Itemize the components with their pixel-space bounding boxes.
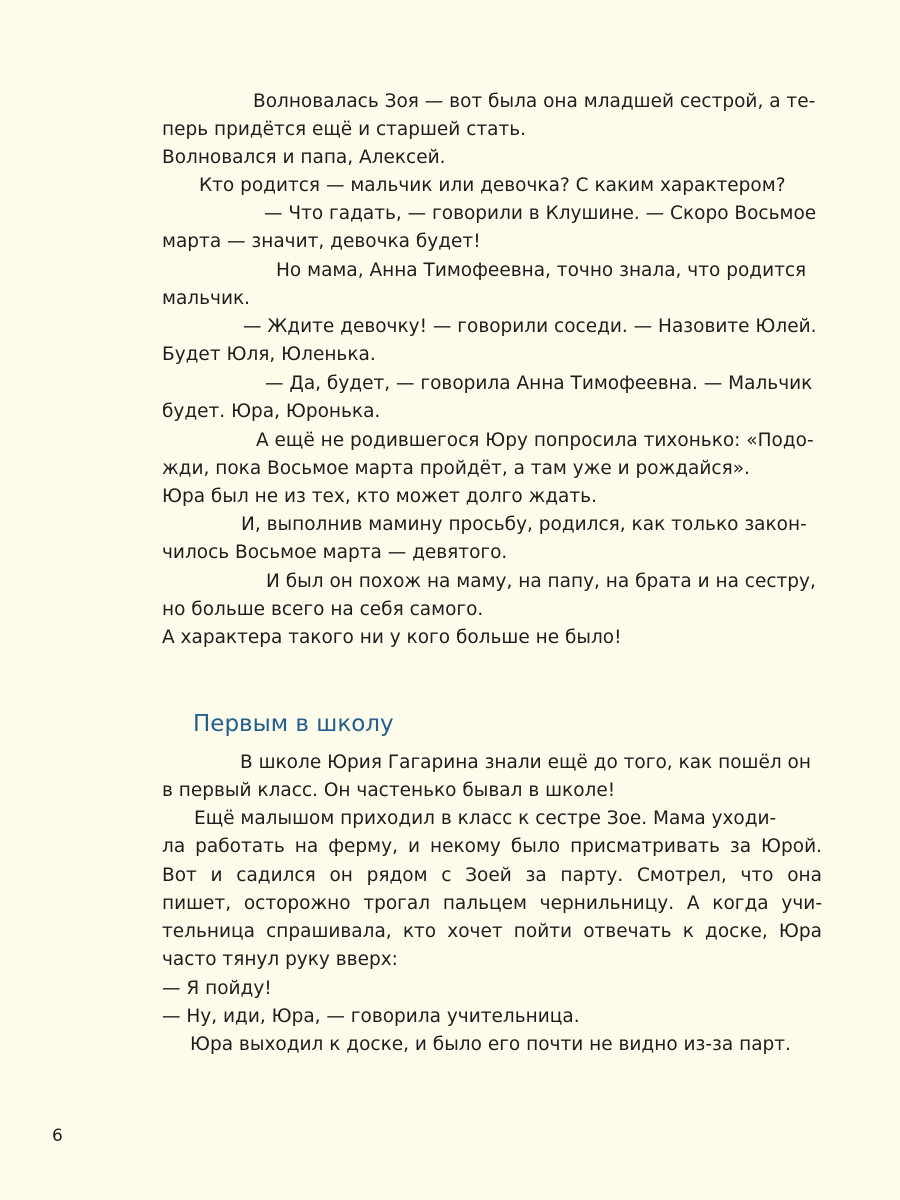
text-line: жди, пока Восьмое марта пройдёт, а там уже и рождайся». — [162, 458, 750, 479]
text-line: Юра выходил к доске, и было его почти не видно из-за парт. — [190, 1034, 791, 1055]
section-heading: Первым в школу — [193, 711, 394, 737]
text-line: в первый класс. Он частенько бывал в школе! — [162, 780, 616, 801]
text-line: Волновался и папа, Алексей. — [162, 147, 446, 168]
text-line: Кто родится — мальчик или девочка? С каким характером? — [199, 175, 786, 196]
text-line: перь придётся ещё и старшей стать. — [162, 119, 527, 140]
text-line: А ещё не родившегося Юру попросила тихонько: «Подо- — [256, 430, 814, 451]
text-line: будет. Юра, Юронька. — [162, 401, 381, 422]
text-line: — Ждите девочку! — говорили соседи. — Назовите Юлей. — [243, 316, 817, 337]
text-line: Волновалась Зоя — вот была она младшей сестрой, а те- — [253, 91, 816, 112]
text-line: марта — значит, девочка будет! — [162, 231, 481, 252]
text-line: В школе Юрия Гагарина знали ещё до того, как пошёл он — [240, 752, 811, 773]
text-line: И был он похож на маму, на папу, на брата и на сестру, — [266, 571, 816, 592]
text-line: Но мама, Анна Тимофеевна, точно знала, что родится — [276, 260, 807, 281]
text-line: пишет, осторожно трогал пальцем чернильницу. А когда учи- — [162, 893, 822, 914]
text-line: А характера такого ни у кого больше не было! — [162, 627, 622, 648]
text-line: — Что гадать, — говорили в Клушине. — Скоро Восьмое — [264, 203, 817, 224]
text-line: И, выполнив мамину просьбу, родился, как только закон- — [241, 514, 807, 535]
text-line: — Я пойду! — [162, 978, 272, 999]
text-line: — Ну, иди, Юра, — говорила учительница. — [162, 1006, 580, 1027]
text-line: Будет Юля, Юленька. — [162, 344, 376, 365]
text-line: мальчик. — [162, 288, 251, 309]
text-line: тельница спрашивала, кто хочет пойти отвечать к доске, Юра — [162, 921, 822, 942]
text-line: Юра был не из тех, кто может долго ждать. — [162, 486, 597, 507]
text-line: чилось Восьмое марта — девятого. — [162, 542, 508, 563]
text-line: Вот и садился он рядом с Зоей за парту. Смотрел, что она — [162, 865, 822, 886]
page-number: 6 — [52, 1126, 63, 1146]
text-line: Ещё малышом приходил в класс к сестре Зое. Мама уходи- — [194, 808, 777, 829]
text-line: — Да, будет, — говорила Анна Тимофеевна. — Мальчик — [265, 373, 813, 394]
text-line: часто тянул руку вверх: — [162, 949, 398, 970]
text-line: но больше всего на себя самого. — [162, 599, 484, 620]
text-line: ла работать на ферму, и некому было присматривать за Юрой. — [162, 836, 822, 857]
